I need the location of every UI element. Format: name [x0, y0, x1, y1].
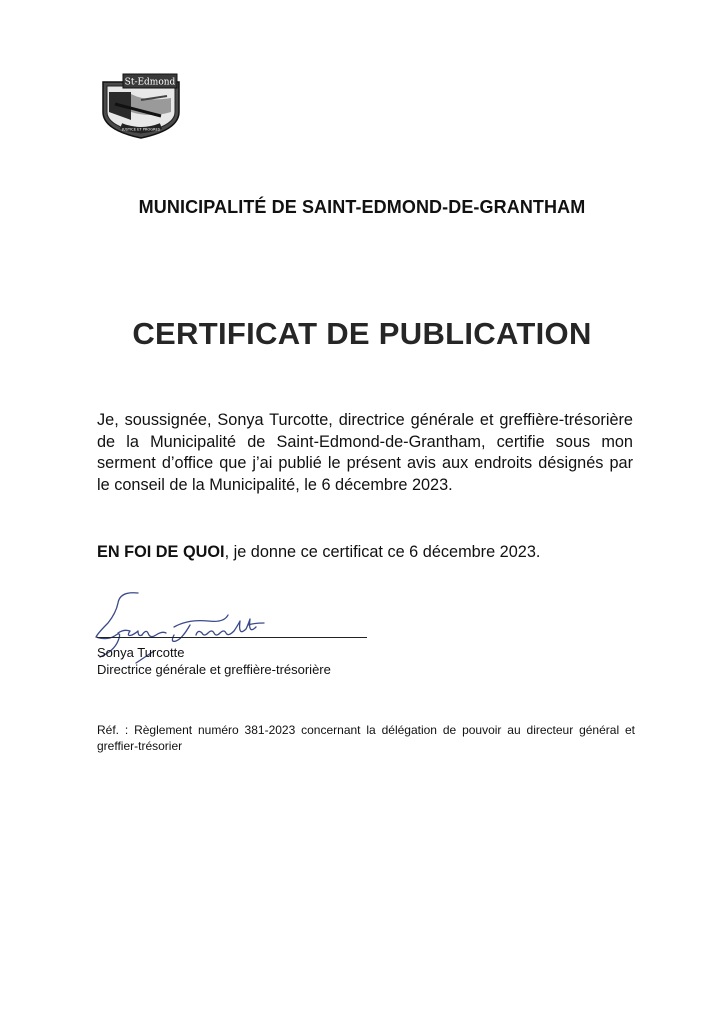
municipal-coat-of-arms-logo [101, 72, 181, 140]
certificate-title: CERTIFICAT DE PUBLICATION [132, 316, 592, 351]
signer-name: Sonya Turcotte [97, 645, 185, 660]
municipality-heading: MUNICIPALITÉ DE SAINT-EDMOND-DE-GRANTHAM [138, 197, 586, 217]
attestation-rest: , je donne ce certificat ce 6 décembre 2023. [224, 543, 541, 561]
svg-text:St-Edmond: St-Edmond [124, 77, 176, 88]
signer-role: Directrice générale et greffière-trésorière [97, 662, 331, 677]
svg-text:JUSTICE ET PROGRES: JUSTICE ET PROGRES [121, 127, 161, 132]
signature-line [97, 637, 367, 638]
attestation-lead: EN FOI DE QUOI [97, 543, 225, 561]
attestation-line [97, 543, 540, 562]
reference-note: Réf. : Règlement numéro 381-2023 concernant la délégation de pouvoir au directeur général et greffier-trésorier [97, 723, 635, 753]
certificate-body-paragraph: Je, soussignée, Sonya Turcotte, directrice générale et greffière-trésorière de la Municipalité de Saint-Edmond-de-Grantham, certifie sous mon serment d’office que j’ai publié le présent avis aux endroits désignés par le conseil de la Municipalité, le 6 décembre 2023. [97, 411, 633, 494]
